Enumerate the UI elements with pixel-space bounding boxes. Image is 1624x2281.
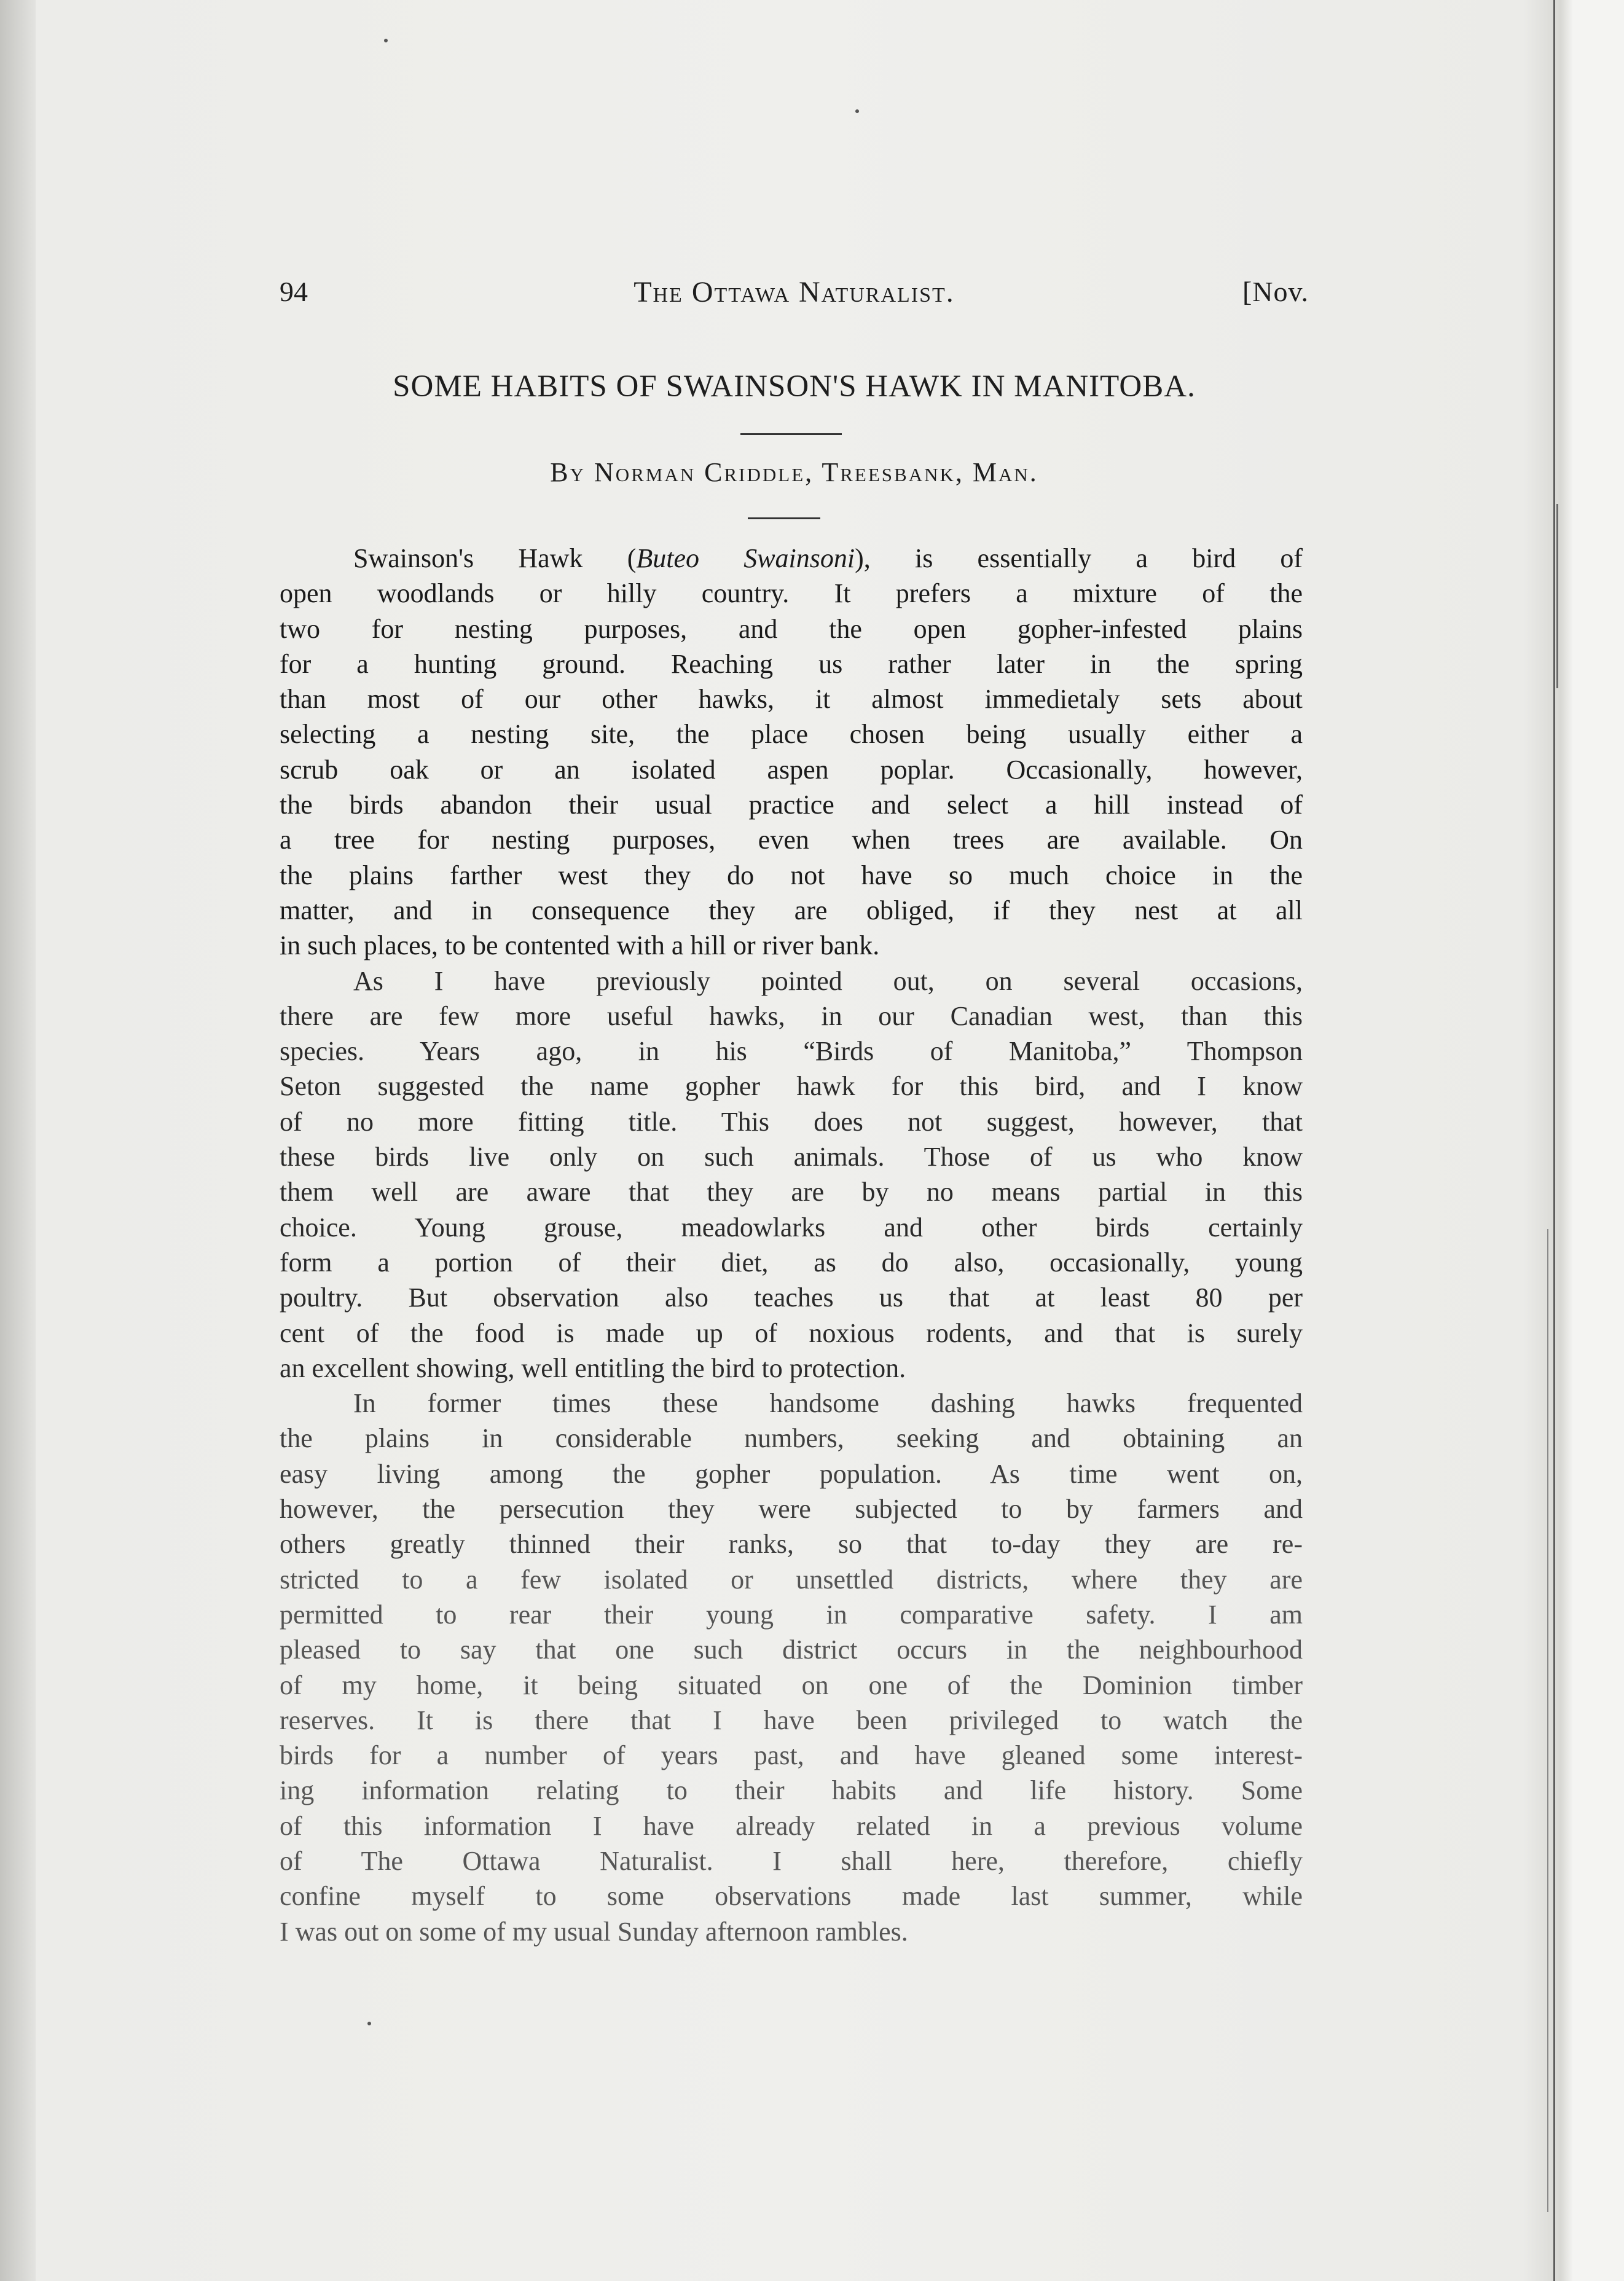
running-header — [280, 275, 1309, 312]
text-line: of my home, it being situated on one of the Dominion timber — [280, 1670, 1303, 1700]
text-line: however, the persecution they were subjected to by farmers and — [280, 1494, 1303, 1525]
text-line: in such places, to be contented with a hill or river bank. — [280, 930, 880, 961]
text-line: than most of our other hawks, it almost immedietaly sets about — [280, 684, 1303, 715]
text-line: open woodlands or hilly country. It prefers a mixture of the — [280, 578, 1303, 609]
text-line: confine myself to some observations made last summer, while — [280, 1881, 1303, 1912]
text-line: birds for a number of years past, and have gleaned some interest- — [280, 1740, 1303, 1771]
scan-dust-speck — [367, 2022, 371, 2025]
text-segment: ), is essentially a bird of — [855, 543, 1303, 573]
text-line: poultry. But observation also teaches us that at least 80 per — [280, 1282, 1303, 1313]
text-line: for a hunting ground. Reaching us rather later in the spring — [280, 648, 1303, 679]
title-divider-rule — [740, 433, 842, 435]
scan-dust-speck — [384, 39, 388, 42]
text-line: reserves. It is there that I have been privileged to watch the — [280, 1705, 1303, 1735]
text-line: I was out on some of my usual Sunday afternoon rambles. — [280, 1916, 908, 1947]
text-line: the plains in considerable numbers, seeking and obtaining an — [280, 1423, 1303, 1454]
text-line: form a portion of their diet, as do also, occasionally, young — [280, 1247, 1303, 1278]
text-line: As I have previously pointed out, on several occasions, — [353, 965, 1303, 996]
paragraph — [280, 964, 1303, 1386]
text-line: a tree for nesting purposes, even when trees are available. On — [280, 825, 1303, 855]
text-line: them well are aware that they are by no means partial in this — [280, 1177, 1303, 1207]
text-line: stricted to a few isolated or unsettled districts, where they are — [280, 1564, 1303, 1595]
text-line: of this information I have already related in a previous volume — [280, 1810, 1303, 1841]
text-line: of The Ottawa Naturalist. I shall here, therefore, chiefly — [280, 1845, 1303, 1876]
text-line — [280, 541, 1303, 576]
text-line: of no more fitting title. This does not suggest, however, that — [280, 1106, 1303, 1137]
page-number: 94 — [280, 276, 308, 307]
page-right-border-mark — [1556, 504, 1558, 688]
text-line: these birds live only on such animals. Those of us who know — [280, 1142, 1303, 1172]
text-line: others greatly thinned their ranks, so that to-day they are re- — [280, 1529, 1303, 1560]
byline-divider-rule — [748, 517, 820, 519]
text-segment: Swainson's Hawk ( — [353, 543, 637, 573]
text-line: Seton suggested the name gopher hawk for this bird, and I know — [280, 1071, 1303, 1102]
journal-running-head: The Ottawa Naturalist. — [634, 276, 955, 308]
text-line: scrub oak or an isolated aspen poplar. Occasionally, however, — [280, 754, 1303, 785]
text-line: permitted to rear their young in comparative safety. I am — [280, 1599, 1303, 1630]
page-right-border-line — [1553, 0, 1555, 2281]
text-line: the birds abandon their usual practice and select a hill instead of — [280, 790, 1303, 820]
species-name-italic: Buteo Swainsoni — [636, 543, 855, 573]
text-line: ing information relating to their habits and life history. Some — [280, 1775, 1303, 1806]
text-line: there are few more useful hawks, in our Canadian west, than this — [280, 1000, 1303, 1031]
article-title: SOME HABITS OF SWAINSON'S HAWK IN MANITOBA. — [393, 369, 1196, 404]
text-line: choice. Young grouse, meadowlarks and other birds certainly — [280, 1212, 1303, 1243]
scan-dust-speck — [855, 109, 859, 113]
text-line: an excellent showing, well entitling the bird to protection. — [280, 1353, 906, 1383]
article-byline: By Norman Criddle, Treesbank, Man. — [550, 457, 1038, 487]
text-line: cent of the food is made up of noxious rodents, and that is surely — [280, 1317, 1303, 1348]
text-line: species. Years ago, in his “Birds of Manitoba,” Thompson — [280, 1036, 1303, 1067]
text-line: matter, and in consequence they are obliged, if they nest at all — [280, 895, 1303, 925]
article-body — [280, 541, 1303, 1949]
page-right-border-shadow — [1547, 1229, 1548, 2212]
text-line: the plains farther west they do not have so much choice in the — [280, 860, 1303, 890]
text-line: pleased to say that one such district occurs in the neighbourhood — [280, 1635, 1303, 1665]
text-line: selecting a nesting site, the place chosen being usually either a — [280, 719, 1303, 750]
page-left-edge-shadow — [0, 0, 36, 2281]
issue-month: [Nov. — [1242, 276, 1309, 307]
text-line: two for nesting purposes, and the open gopher-infested plains — [280, 613, 1303, 644]
paragraph — [280, 541, 1303, 964]
text-line: In former times these handsome dashing hawks frequented — [353, 1388, 1303, 1419]
text-line: easy living among the gopher population. As time went on, — [280, 1458, 1303, 1489]
paragraph — [280, 1386, 1303, 1949]
